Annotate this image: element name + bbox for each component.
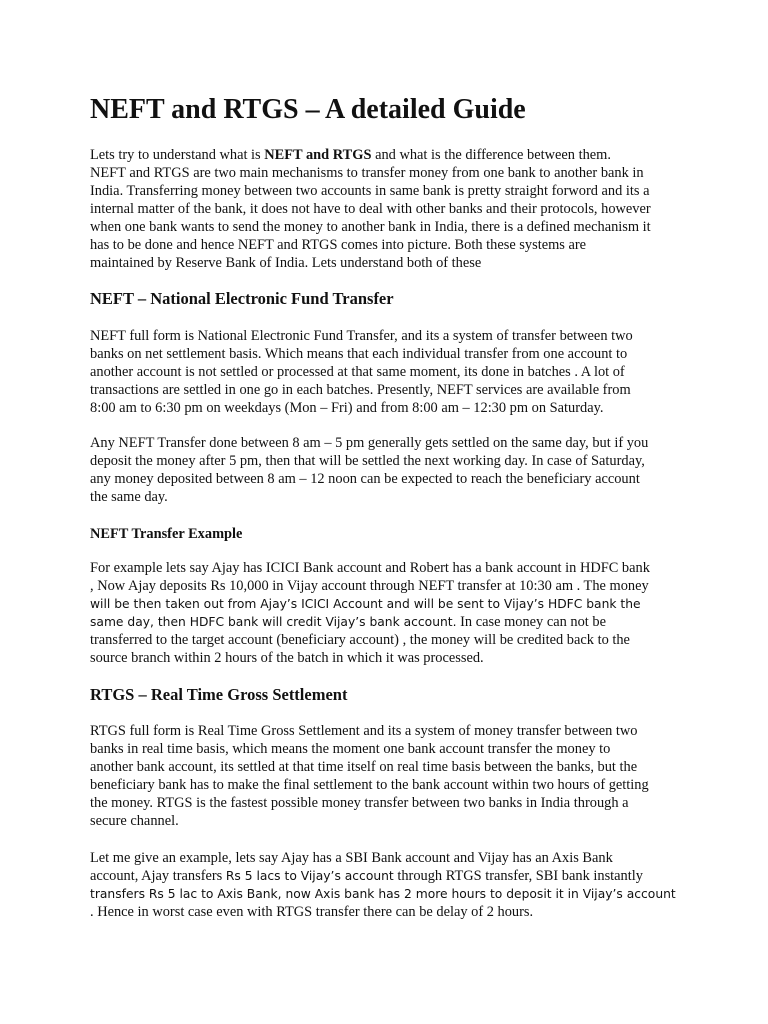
neft-line: banks on net settlement basis. Which means that each individual transfer from one account to [90,346,628,362]
neft-heading: NEFT – National Electronic Fund Transfer [90,289,394,308]
rtgs-example-text: Rs 5 lacs to Vijay’s account [225,869,394,883]
rtgs-example-text: account, Ajay transfers [90,868,226,884]
neft-paragraph-1 [90,327,690,417]
rtgs-example-line: transfers Rs 5 lac to Axis Bank, now Axis bank has 2 more hours to deposit it in Vijay’s account [90,887,676,901]
neft-example-text: In case money can not be [456,614,606,630]
neft-line: Any NEFT Transfer done between 8 am – 5 pm generally gets settled on the same day, but if you [90,435,649,451]
neft-line: any money deposited between 8 am – 12 noon can be expected to reach the beneficiary account [90,471,640,487]
rtgs-example-line: . Hence in worst case even with RTGS transfer there can be delay of 2 hours. [90,904,534,920]
rtgs-line: beneficiary bank has to make the final settlement to the bank account within two hours of getting [90,777,649,793]
neft-example-paragraph [90,559,690,667]
rtgs-example-text: through RTGS transfer, SBI bank instantly [393,868,643,884]
rtgs-example-line [90,867,690,885]
rtgs-line: banks in real time basis, which means the moment one bank account transfer the money to [90,741,611,757]
intro-line: when one bank wants to send the money to another bank in India, there is a defined mechanism it [90,219,651,235]
neft-line: deposit the money after 5 pm, then that will be settled the next working day. In case of Saturday, [90,453,645,469]
intro-text: and what is the difference between them. [371,147,611,163]
rtgs-example-paragraph [90,849,690,921]
neft-example-line: source branch within 2 hours of the batch in which it was processed. [90,650,484,666]
neft-line: the same day. [90,489,168,505]
intro-line: internal matter of the bank, it does not have to deal with other banks and their protocols, however [90,201,651,217]
neft-example-text: same day, then HDFC bank will credit Vijay’s bank account. [90,615,457,629]
intro-text: Lets try to understand what is [90,147,265,163]
rtgs-line: the money. RTGS is the fastest possible money transfer between two banks in India through a [90,795,629,811]
page-title: NEFT and RTGS – A detailed Guide [90,94,526,125]
neft-example-line: will be then taken out from Ajay’s ICICI Account and will be sent to Vijay’s HDFC bank the [90,597,641,611]
neft-paragraph-2 [90,434,690,506]
intro-line: India. Transferring money between two accounts in same bank is pretty straight forword and its a [90,183,650,199]
intro-line: maintained by Reserve Bank of India. Lets understand both of these [90,255,482,271]
neft-line: 8:00 am to 6:30 pm on weekdays (Mon – Fri) and from 8:00 am – 12:30 pm on Saturday. [90,400,604,416]
rtgs-paragraph-1 [90,722,690,830]
intro-line [90,146,690,164]
neft-line: transactions are settled in one go in each batches. Presently, NEFT services are available from [90,382,631,398]
neft-example-heading: NEFT Transfer Example [90,526,243,542]
intro-line: has to be done and hence NEFT and RTGS comes into picture. Both these systems are [90,237,587,253]
neft-line: NEFT full form is National Electronic Fund Transfer, and its a system of transfer between two [90,328,633,344]
neft-example-line: , Now Ajay deposits Rs 10,000 in Vijay account through NEFT transfer at 10:30 am . The money [90,578,649,594]
intro-bold-term: NEFT and RTGS [264,147,372,163]
neft-line: another account is not settled or processed at that same moment, its done in batches . A lot of [90,364,625,380]
rtgs-heading: RTGS – Real Time Gross Settlement [90,685,348,704]
intro-paragraph [90,146,690,272]
rtgs-line: another bank account, its settled at that time itself on real time basis between the banks, but the [90,759,638,775]
rtgs-line: secure channel. [90,813,179,829]
neft-example-line: transferred to the target account (beneficiary account) , the money will be credited back to the [90,632,630,648]
intro-line: NEFT and RTGS are two main mechanisms to transfer money from one bank to another bank in [90,165,644,181]
neft-example-line: For example lets say Ajay has ICICI Bank account and Robert has a bank account in HDFC bank [90,560,650,576]
rtgs-example-line: Let me give an example, lets say Ajay has a SBI Bank account and Vijay has an Axis Bank [90,850,613,866]
neft-example-line [90,613,690,631]
rtgs-line: RTGS full form is Real Time Gross Settlement and its a system of money transfer between two [90,723,638,739]
